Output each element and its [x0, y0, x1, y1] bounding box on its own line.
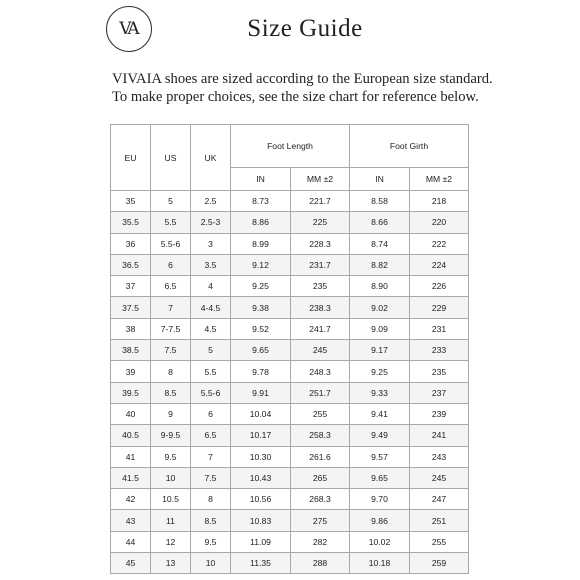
cell-us: 7.5	[151, 340, 191, 361]
cell-girth-in: 9.09	[350, 318, 410, 339]
cell-girth-mm: 218	[410, 191, 469, 212]
table-row	[111, 446, 469, 467]
cell-us: 9-9.5	[151, 425, 191, 446]
cell-eu: 38.5	[111, 340, 151, 361]
cell-us: 13	[151, 553, 191, 574]
cell-us: 5	[151, 191, 191, 212]
cell-girth-in: 8.66	[350, 212, 410, 233]
cell-length-mm: 268.3	[291, 489, 350, 510]
cell-length-mm: 248.3	[291, 361, 350, 382]
size-chart-table	[110, 124, 469, 574]
cell-girth-mm: 231	[410, 318, 469, 339]
cell-length-mm: 258.3	[291, 425, 350, 446]
logo-monogram: VA	[119, 19, 137, 39]
cell-length-mm: 265	[291, 467, 350, 488]
cell-girth-mm: 245	[410, 467, 469, 488]
cell-girth-in: 8.90	[350, 276, 410, 297]
table-row	[111, 425, 469, 446]
cell-length-in: 9.38	[231, 297, 291, 318]
cell-length-in: 9.91	[231, 382, 291, 403]
col-header-girth-mm: MM ±2	[410, 168, 469, 191]
cell-eu: 41	[111, 446, 151, 467]
table-body	[111, 191, 469, 574]
table-row	[111, 340, 469, 361]
cell-uk: 5	[191, 340, 231, 361]
cell-us: 9.5	[151, 446, 191, 467]
cell-girth-in: 8.74	[350, 233, 410, 254]
cell-girth-in: 10.18	[350, 553, 410, 574]
cell-us: 8	[151, 361, 191, 382]
cell-girth-mm: 222	[410, 233, 469, 254]
cell-length-in: 10.17	[231, 425, 291, 446]
cell-us: 10	[151, 467, 191, 488]
cell-girth-mm: 247	[410, 489, 469, 510]
cell-length-in: 8.73	[231, 191, 291, 212]
cell-length-in: 10.30	[231, 446, 291, 467]
cell-length-mm: 231.7	[291, 254, 350, 275]
cell-length-mm: 238.3	[291, 297, 350, 318]
cell-length-mm: 241.7	[291, 318, 350, 339]
cell-us: 7-7.5	[151, 318, 191, 339]
cell-girth-mm: 235	[410, 361, 469, 382]
cell-length-mm: 275	[291, 510, 350, 531]
col-header-eu: EU	[111, 125, 151, 191]
table-header-row	[111, 125, 469, 168]
cell-uk: 5.5-6	[191, 382, 231, 403]
cell-girth-mm: 259	[410, 553, 469, 574]
cell-us: 7	[151, 297, 191, 318]
cell-length-in: 11.35	[231, 553, 291, 574]
cell-girth-in: 9.33	[350, 382, 410, 403]
table-row	[111, 297, 469, 318]
cell-girth-in: 9.57	[350, 446, 410, 467]
cell-eu: 40	[111, 403, 151, 424]
cell-eu: 36.5	[111, 254, 151, 275]
cell-uk: 10	[191, 553, 231, 574]
table-row	[111, 382, 469, 403]
cell-us: 11	[151, 510, 191, 531]
cell-length-mm: 228.3	[291, 233, 350, 254]
table-row	[111, 233, 469, 254]
cell-uk: 5.5	[191, 361, 231, 382]
cell-eu: 45	[111, 553, 151, 574]
cell-girth-mm: 255	[410, 531, 469, 552]
table-row	[111, 467, 469, 488]
cell-girth-in: 9.17	[350, 340, 410, 361]
cell-uk: 2.5-3	[191, 212, 231, 233]
cell-eu: 37	[111, 276, 151, 297]
cell-girth-mm: 220	[410, 212, 469, 233]
cell-uk: 3	[191, 233, 231, 254]
cell-length-in: 10.56	[231, 489, 291, 510]
cell-girth-mm: 251	[410, 510, 469, 531]
cell-uk: 6	[191, 403, 231, 424]
cell-length-mm: 245	[291, 340, 350, 361]
cell-length-mm: 221.7	[291, 191, 350, 212]
cell-length-mm: 235	[291, 276, 350, 297]
cell-uk: 4.5	[191, 318, 231, 339]
cell-eu: 40.5	[111, 425, 151, 446]
table-row	[111, 510, 469, 531]
cell-eu: 37.5	[111, 297, 151, 318]
cell-girth-mm: 239	[410, 403, 469, 424]
cell-length-mm: 261.6	[291, 446, 350, 467]
cell-length-mm: 225	[291, 212, 350, 233]
cell-length-in: 9.25	[231, 276, 291, 297]
cell-girth-in: 9.02	[350, 297, 410, 318]
cell-girth-in: 9.49	[350, 425, 410, 446]
col-header-uk: UK	[191, 125, 231, 191]
cell-girth-mm: 241	[410, 425, 469, 446]
table-row	[111, 361, 469, 382]
cell-girth-in: 9.65	[350, 467, 410, 488]
cell-us: 8.5	[151, 382, 191, 403]
intro-text	[112, 70, 532, 106]
cell-eu: 36	[111, 233, 151, 254]
table-row	[111, 403, 469, 424]
cell-uk: 4	[191, 276, 231, 297]
cell-uk: 6.5	[191, 425, 231, 446]
cell-length-in: 9.52	[231, 318, 291, 339]
cell-girth-mm: 229	[410, 297, 469, 318]
col-header-foot-girth: Foot Girth	[350, 125, 469, 168]
cell-length-mm: 255	[291, 403, 350, 424]
col-header-us: US	[151, 125, 191, 191]
cell-length-in: 10.43	[231, 467, 291, 488]
cell-eu: 35.5	[111, 212, 151, 233]
cell-uk: 8	[191, 489, 231, 510]
cell-eu: 42	[111, 489, 151, 510]
cell-uk: 7	[191, 446, 231, 467]
table-row	[111, 318, 469, 339]
cell-uk: 4-4.5	[191, 297, 231, 318]
col-header-length-in: IN	[231, 168, 291, 191]
cell-length-mm: 288	[291, 553, 350, 574]
cell-girth-in: 10.02	[350, 531, 410, 552]
page-title: Size Guide	[247, 15, 363, 42]
cell-girth-mm: 226	[410, 276, 469, 297]
cell-girth-in: 8.82	[350, 254, 410, 275]
cell-length-in: 10.83	[231, 510, 291, 531]
cell-girth-in: 9.70	[350, 489, 410, 510]
table-row	[111, 254, 469, 275]
cell-eu: 41.5	[111, 467, 151, 488]
cell-girth-in: 9.41	[350, 403, 410, 424]
cell-eu: 39.5	[111, 382, 151, 403]
cell-length-in: 11.09	[231, 531, 291, 552]
table-row	[111, 553, 469, 574]
cell-girth-in: 8.58	[350, 191, 410, 212]
cell-length-in: 8.86	[231, 212, 291, 233]
cell-eu: 35	[111, 191, 151, 212]
table-row	[111, 276, 469, 297]
col-header-length-mm: MM ±2	[291, 168, 350, 191]
col-header-foot-length: Foot Length	[231, 125, 350, 168]
cell-us: 6	[151, 254, 191, 275]
cell-length-in: 10.04	[231, 403, 291, 424]
cell-uk: 3.5	[191, 254, 231, 275]
cell-us: 6.5	[151, 276, 191, 297]
cell-girth-in: 9.86	[350, 510, 410, 531]
cell-girth-mm: 237	[410, 382, 469, 403]
cell-uk: 8.5	[191, 510, 231, 531]
cell-length-mm: 251.7	[291, 382, 350, 403]
cell-length-in: 8.99	[231, 233, 291, 254]
cell-us: 10.5	[151, 489, 191, 510]
cell-eu: 43	[111, 510, 151, 531]
cell-girth-in: 9.25	[350, 361, 410, 382]
cell-length-in: 9.78	[231, 361, 291, 382]
table-row	[111, 489, 469, 510]
cell-us: 9	[151, 403, 191, 424]
cell-us: 5.5-6	[151, 233, 191, 254]
cell-length-in: 9.12	[231, 254, 291, 275]
cell-uk: 7.5	[191, 467, 231, 488]
cell-length-mm: 282	[291, 531, 350, 552]
cell-us: 5.5	[151, 212, 191, 233]
intro-line-2: To make proper choices, see the size chart for reference below.	[112, 89, 479, 105]
page-header	[0, 0, 580, 70]
cell-us: 12	[151, 531, 191, 552]
col-header-girth-in: IN	[350, 168, 410, 191]
table-row	[111, 531, 469, 552]
cell-girth-mm: 233	[410, 340, 469, 361]
cell-eu: 44	[111, 531, 151, 552]
cell-uk: 2.5	[191, 191, 231, 212]
table-row	[111, 212, 469, 233]
table-row	[111, 191, 469, 212]
cell-eu: 38	[111, 318, 151, 339]
cell-uk: 9.5	[191, 531, 231, 552]
intro-line-1: VIVAIA shoes are sized according to the European size standard.	[112, 71, 493, 87]
cell-girth-mm: 243	[410, 446, 469, 467]
cell-length-in: 9.65	[231, 340, 291, 361]
cell-girth-mm: 224	[410, 254, 469, 275]
cell-eu: 39	[111, 361, 151, 382]
